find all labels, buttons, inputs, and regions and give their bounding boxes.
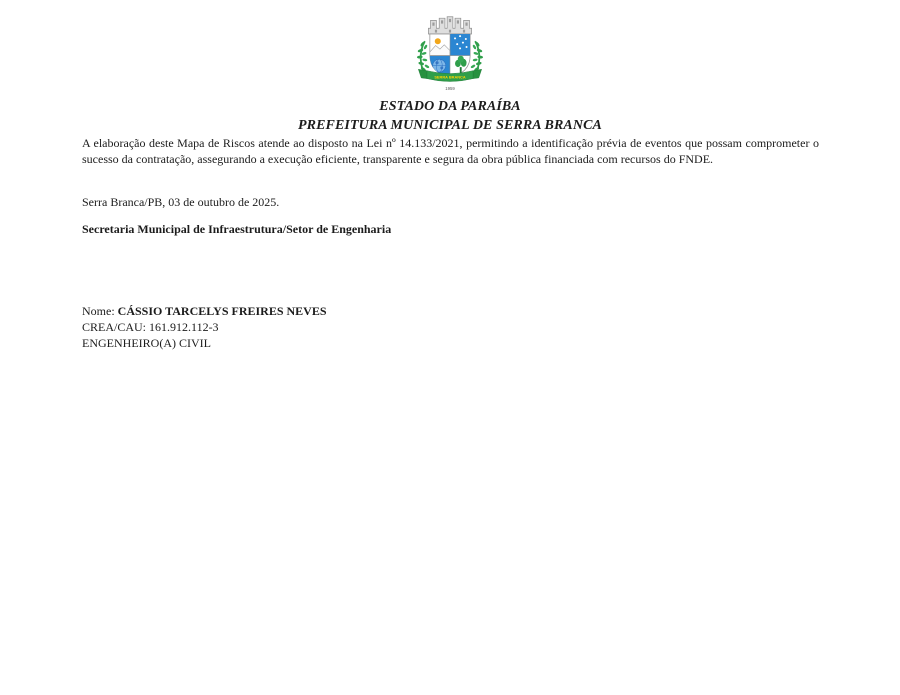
municipal-crest (414, 11, 486, 93)
department-line: Secretaria Municipal de Infraestrutura/Setor de Engenharia (82, 222, 392, 236)
municipality-title: PREFEITURA MUNICIPAL DE SERRA BRANCA (298, 118, 602, 133)
quadrant-stars (450, 34, 470, 56)
engineer-name: CÁSSIO TARCELYS FREIRES NEVES (117, 304, 327, 318)
signature-name-line (82, 303, 327, 319)
signature-block (82, 303, 327, 351)
header-block (0, 97, 900, 135)
mural-crown-icon (428, 17, 471, 34)
intro-paragraph: A elaboração deste Mapa de Riscos atende ao disposto na Lei nº 14.133/2021, permitindo a identificação prévia de eventos que possam comprometer o sucesso da contratação, assegurando a execução eficiente, transparente e segura da obra pública financiada com recursos do FNDE. (82, 136, 819, 166)
crest-year: 1959 (445, 86, 455, 92)
crest-svg (414, 11, 486, 93)
date-line: Serra Branca/PB, 03 de outubro de 2025. (82, 195, 280, 209)
signature-title-line: ENGENHEIRO(A) CIVIL (82, 336, 211, 350)
ribbon-text: SERRA BRANCA (434, 74, 466, 80)
name-label: Nome: (82, 304, 115, 318)
signature-crea-line: CREA/CAU: 161.912.112-3 (82, 320, 219, 334)
state-title: ESTADO DA PARAÍBA (379, 99, 521, 114)
globe-icon (433, 59, 446, 72)
sun-icon (435, 38, 441, 44)
